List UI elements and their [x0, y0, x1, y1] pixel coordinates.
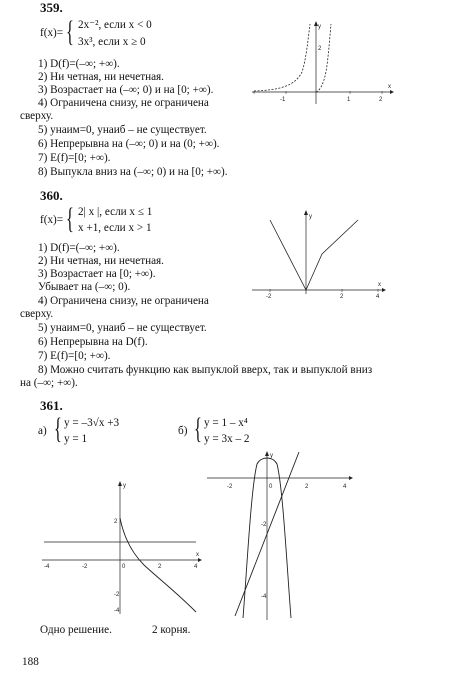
item-359-6: 6) Непрерывна на (–∞; 0) и на (0; +∞).	[38, 138, 220, 150]
xtick-361a-0: -4	[44, 564, 50, 570]
ytick-359: 2	[318, 46, 322, 52]
item-360-3b: Убывает на (–∞; 0).	[38, 281, 131, 293]
eq1-361-a: y = –3√x +3	[64, 417, 120, 429]
item-360-4-cont: сверху.	[20, 308, 54, 320]
item-360-6: 6) Непрерывна на D(f).	[38, 336, 148, 348]
item-359-3: 3) Возрастает на (–∞; 0) и на [0; +∞).	[38, 84, 214, 96]
brace-360: {	[66, 202, 74, 235]
xtick-361a-1: -2	[82, 564, 88, 570]
problem-number-360: 360.	[40, 188, 63, 203]
x-axis-arrow	[349, 476, 353, 480]
eq2-361-b: y = 3x – 2	[204, 433, 250, 445]
item-359-1: 1) D(f)=(–∞; +∞).	[38, 58, 120, 70]
curve-right	[316, 24, 331, 92]
item-359-4-cont: сверху.	[20, 110, 54, 122]
x-axis-arrow	[198, 558, 202, 562]
brace-359: {	[66, 15, 74, 48]
ylabel-359: y	[318, 24, 321, 30]
xtick-361a-4: 4	[194, 564, 198, 570]
ytick-361b-0: -2	[261, 522, 267, 528]
item-360-8-cont: на (–∞; +∞).	[20, 377, 78, 389]
item-360-3: 3) Возрастает на [0; +∞).	[38, 268, 156, 280]
brace-361-b: {	[194, 412, 202, 445]
graph-359	[250, 20, 395, 105]
xlabel-361a: x	[196, 552, 199, 558]
fx-label-360: f(x)=	[40, 214, 64, 226]
y-axis-arrow	[118, 481, 122, 486]
xtick-361b-2: 2	[305, 484, 309, 490]
ylabel-360: y	[309, 214, 312, 220]
page-number: 188	[22, 656, 39, 668]
xtick-360-b: 2	[340, 294, 344, 300]
caption-361-b: 2 корня.	[152, 624, 191, 636]
eq1-361-b: y = 1 – x⁴	[204, 417, 248, 429]
item-360-8: 8) Можно считать функцию как выпуклой вверх, так и выпуклой вниз	[38, 364, 373, 376]
ytick-361a-0: 2	[114, 519, 118, 525]
item-359-8: 8) Выпукла вниз на (–∞; 0) и на [0; +∞).	[38, 166, 228, 178]
item-359-7: 7) E(f)=[0; +∞).	[38, 152, 111, 164]
xlabel-360: x	[378, 282, 381, 288]
xtick-361b-0: -2	[227, 484, 233, 490]
ytick-361a-1: -2	[114, 592, 120, 598]
fx-label-359: f(x)=	[40, 27, 64, 39]
curve-left	[254, 24, 310, 91]
ytick-361a-2: -4	[114, 608, 120, 614]
problem-number-361: 361.	[40, 398, 63, 413]
case1-360: 2| x |, если x ≤ 1	[78, 206, 153, 218]
item-360-7: 7) E(f)=[0; +∞).	[38, 350, 111, 362]
xtick-360-a: -2	[266, 294, 272, 300]
case2-360: x +1, если x > 1	[78, 222, 152, 234]
xtick-359-c: 2	[379, 97, 383, 103]
xtick-359-a: -1	[280, 97, 286, 103]
xtick-360-c: 4	[376, 294, 380, 300]
item-359-4: 4) Ограничена снизу, не ограничена	[38, 97, 209, 109]
graph-line	[270, 220, 358, 290]
graph-360	[250, 210, 390, 300]
label-361-a: а)	[38, 425, 47, 437]
xtick-361a-2: 0	[122, 564, 126, 570]
xtick-361a-3: 2	[158, 564, 162, 570]
item-360-1: 1) D(f)=(–∞; +∞).	[38, 242, 120, 254]
graph-361-b	[205, 448, 355, 623]
problem-number-359: 359.	[40, 0, 63, 15]
xtick-361b-3: 4	[343, 484, 347, 490]
item-360-2: 2) Ни четная, ни нечетная.	[38, 255, 164, 267]
item-359-5: 5) yнаим=0, yнаиб – не существует.	[38, 124, 207, 136]
xlabel-359: x	[388, 84, 391, 90]
item-360-4: 4) Ограничена снизу, не ограничена	[38, 295, 209, 307]
x-axis-arrow	[390, 90, 394, 94]
graph-361-a	[40, 478, 205, 618]
item-359-2: 2) Ни четная, ни нечетная.	[38, 71, 164, 83]
xtick-359-b: 1	[347, 97, 351, 103]
eq2-361-a: y = 1	[64, 433, 88, 445]
ylabel-361b: y	[270, 453, 273, 459]
label-361-b: б)	[178, 425, 188, 437]
caption-361-a: Одно решение.	[40, 624, 112, 636]
ytick-361b-1: -4	[261, 594, 267, 600]
ylabel-361a: y	[123, 483, 126, 489]
x-axis-arrow	[382, 288, 386, 292]
item-360-5: 5) yнаим=0, yнаиб – не существует.	[38, 322, 207, 334]
case1-359: 2x⁻², если x < 0	[78, 19, 152, 31]
y-axis-arrow	[304, 210, 308, 215]
y-axis-arrow	[265, 451, 269, 456]
xtick-361b-1: 0	[269, 484, 273, 490]
brace-361-a: {	[54, 412, 62, 445]
case2-359: 3x³, если x ≥ 0	[78, 36, 146, 48]
